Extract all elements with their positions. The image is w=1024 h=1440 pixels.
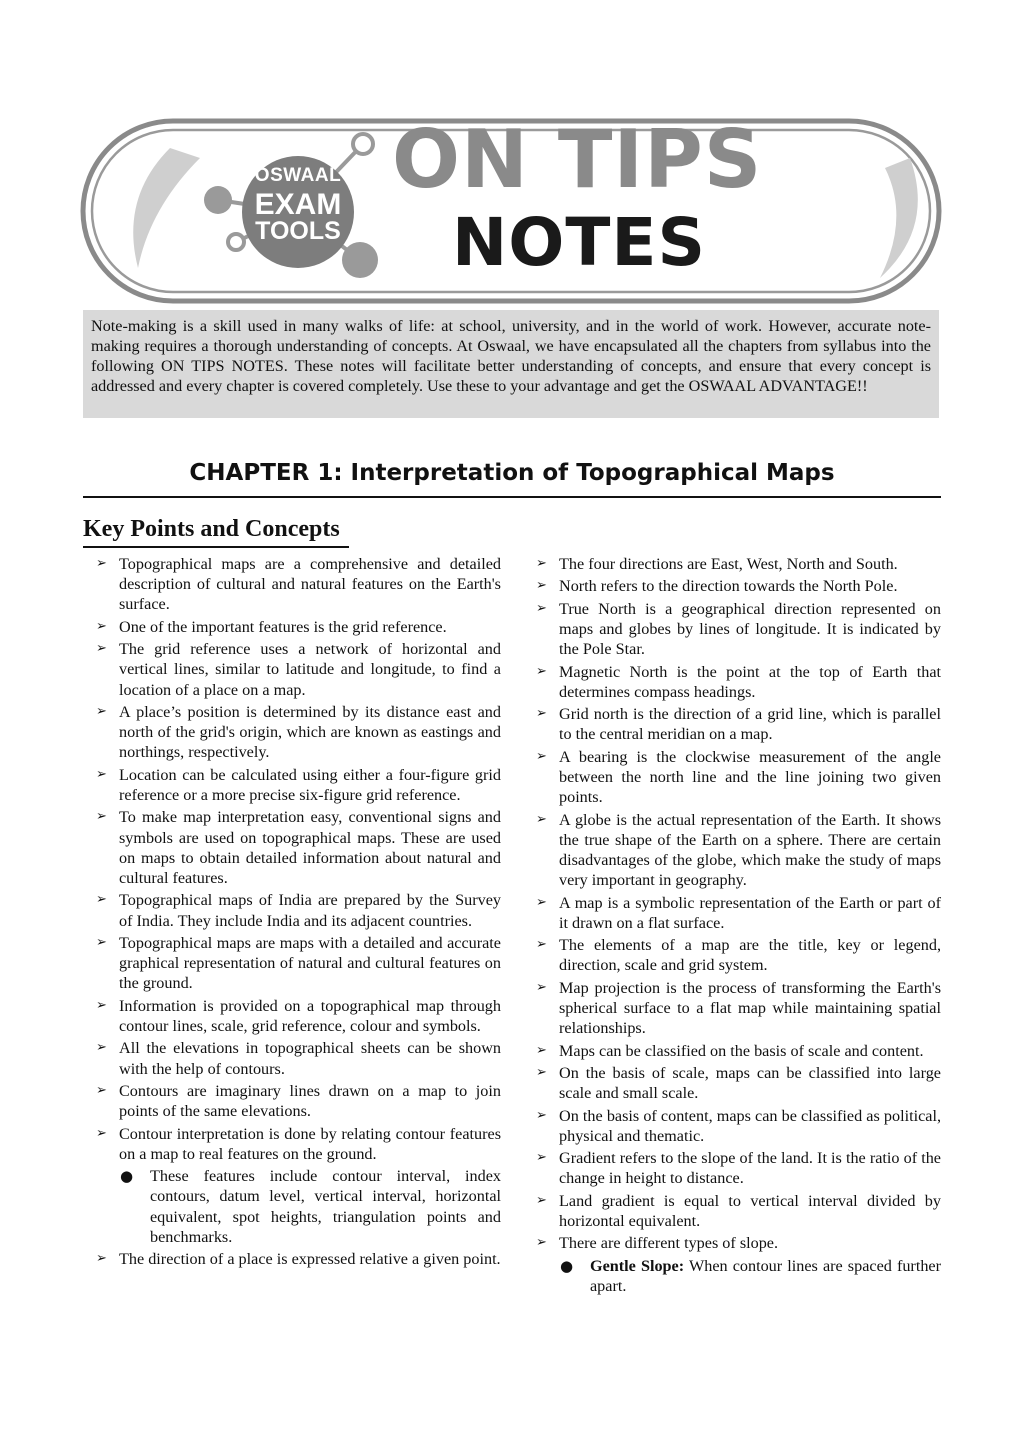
dot-bullet-icon: ● [560,1256,574,1275]
arrow-bullet-icon: ➢ [536,1042,547,1058]
sub-list-item: ● Gentle Slope: When contour lines are spaced further apart. [560,1256,941,1295]
right-column [536,554,941,1298]
list-item: ➢ Topographical maps are a comprehensive and detailed description of cultural and natural features on the Earth's surface. [96,555,501,614]
arrow-bullet-icon: ➢ [536,578,547,594]
arrow-bullet-icon: ➢ [96,934,107,950]
arrow-bullet-icon: ➢ [96,892,107,908]
list-item: ➢ Land gradient is equal to vertical interval divided by horizontal equivalent. [536,1191,941,1230]
left-column [96,554,501,1272]
list-item: ➢ The four directions are East, West, North and South. [536,555,898,573]
arrow-bullet-icon: ➢ [536,1107,547,1123]
dot-bullet-icon: ● [120,1167,134,1186]
arrow-bullet-icon: ➢ [536,663,547,679]
list-item: ➢ True North is a geographical direction represented on maps and globes by lines of longitude. It is indicated by the Pole Star. [536,599,941,659]
logo-oswaal-text: OSWAAL [254,165,342,186]
arrow-bullet-icon: ➢ [96,766,107,782]
chapter-divider [83,496,941,498]
list-item: ➢ Topographical maps are maps with a detailed and accurate graphical representation of natural and cultural features on the ground. [96,933,501,993]
list-item: ➢ Gradient refers to the slope of the land. It is the ratio of the change in height to distance. [536,1149,941,1188]
list-item: ➢ The direction of a place is expressed relative a given point. [96,1250,501,1269]
arrow-bullet-icon: ➢ [536,894,547,910]
arrow-bullet-icon: ➢ [536,748,547,764]
arrow-bullet-icon: ➢ [536,1064,547,1080]
arrow-bullet-icon: ➢ [536,600,547,616]
arrow-bullet-icon: ➢ [536,979,547,995]
list-item: ➢ The elements of a map are the title, key or legend, direction, scale and grid system. [536,936,941,975]
logo-tools-text: TOOLS [255,217,341,245]
chapter-title: CHAPTER 1: Interpretation of Topographical Maps [189,460,835,486]
list-item: ➢ Magnetic North is the point at the top of Earth that determines compass headings. [536,662,941,701]
banner-title-notes: NOTES [452,204,706,281]
arrow-bullet-icon: ➢ [536,706,547,722]
arrow-bullet-icon: ➢ [536,1192,547,1208]
list-item: ➢ Maps can be classified on the basis of scale and content. [536,1041,924,1060]
arrow-bullet-icon: ➢ [96,618,107,634]
sub-list-item: ● These features include contour interval, index contours, datum level, vertical interval, horizontal equivalent, spot heights, triangulation points and benchmarks. [120,1167,501,1246]
arrow-bullet-icon: ➢ [96,1251,107,1267]
arrow-bullet-icon: ➢ [536,556,547,571]
list-item: ➢ Grid north is the direction of a grid line, which is parallel to the central meridian on a map. [536,705,941,744]
arrow-bullet-icon: ➢ [96,997,107,1013]
list-item: ➢ A globe is the actual representation of the Earth. It shows the true shape of the Earth on a sphere. There are certain disadvantages of the globe, which make the study of maps very important in geography. [536,810,941,890]
list-item: ➢ Information is provided on a topographical map through contour lines, scale, grid reference, colour and symbols. [96,996,501,1035]
list-item: ➢ All the elevations in topographical sheets can be shown with the help of contours. [96,1039,501,1078]
list-item: ➢ Contours are imaginary lines drawn on a map to join points of the same elevations. [96,1081,501,1121]
list-item: ➢ North refers to the direction towards the North Pole. [536,577,898,596]
banner-title-on-tips: ON TIPS [392,113,763,206]
list-item: ➢ There are different types of slope. [536,1234,779,1253]
list-item: ➢ On the basis of content, maps can be classified as political, physical and thematic. [536,1106,941,1145]
list-item: ➢ One of the important features is the grid reference. [96,617,447,636]
term-gentle-slope: Gentle Slope: [590,1256,685,1275]
section-title: Key Points and Concepts [83,516,340,542]
section-underline [83,546,349,548]
list-item: ➢ Contour interpretation is done by relating contour features on a map to real features on the ground. [96,1124,501,1163]
list-item: ➢ On the basis of scale, maps can be classified into large scale and small scale. [536,1063,941,1103]
list-item: ➢ Topographical maps of India are prepared by the Survey of India. They include India and its adjacent countries. [96,891,501,930]
arrow-bullet-icon: ➢ [536,1150,547,1166]
list-item: ➢ A map is a symbolic representation of the Earth or part of it drawn on a flat surface. [536,893,941,932]
arrow-bullet-icon: ➢ [96,1040,107,1056]
list-item: ➢ To make map interpretation easy, conventional signs and symbols are used on topographical maps. These are used on maps to obtain detailed information about natural and cultural features. [96,808,501,887]
arrow-bullet-icon: ➢ [96,1125,107,1141]
list-item: ➢ Map projection is the process of transforming the Earth's spherical surface to a flat map while maintaining spatial relationships. [536,978,941,1038]
list-item: ➢ The grid reference uses a network of horizontal and vertical lines, similar to latitude and longitude, to find a location of a place on a map. [96,640,501,699]
arrow-bullet-icon: ➢ [536,1235,547,1251]
logo-exam-text: EXAM [254,188,342,221]
arrow-bullet-icon: ➢ [536,937,547,953]
arrow-bullet-icon: ➢ [96,809,107,825]
list-item: ➢ A place’s position is determined by its distance east and north of the grid's origin, which are known as eastings and northings, respectively. [96,702,501,762]
list-item: ➢ A bearing is the clockwise measurement of the angle between the north line and the line joining two given points. [536,747,941,807]
arrow-bullet-icon: ➢ [96,703,107,719]
arrow-bullet-icon: ➢ [96,556,107,571]
arrow-bullet-icon: ➢ [96,641,107,657]
list-item: ➢ Location can be calculated using either a four-figure grid reference or a more precise six-figure grid reference. [96,765,501,804]
intro-paragraph: Note-making is a skill used in many walks of life: at school, university, and in the world of work. However, accurate note-making requires a thorough understanding of concepts. At Oswaal, we have encapsulated all the chapters from syllabus into the following ON TIPS NOTES. These notes will facilitate better understanding of concepts, and ensure that every concept is addressed and every chapter is covered completely. Use these to your advantage and get the OSWAAL ADVANTAGE!! [83,310,939,418]
arrow-bullet-icon: ➢ [536,811,547,827]
arrow-bullet-icon: ➢ [96,1082,107,1098]
